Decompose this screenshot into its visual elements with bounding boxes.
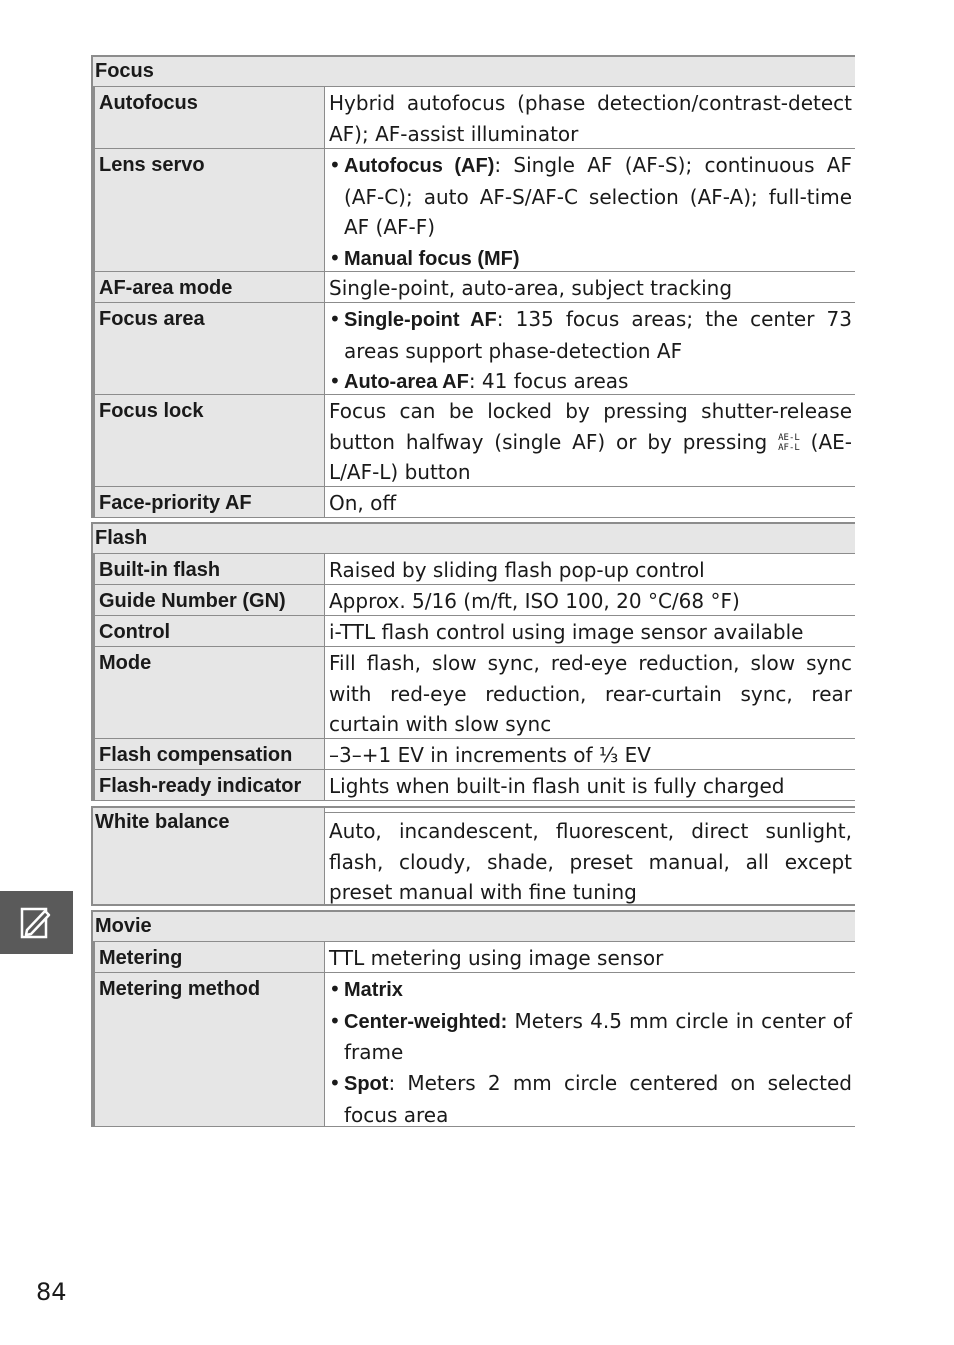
spec-value [325, 303, 855, 394]
spec-row-face-priority [93, 487, 855, 518]
spec-value: i-TTL flash control using image sensor available [329, 620, 804, 644]
bullet-item [329, 366, 852, 398]
notes-pencil-icon [17, 903, 57, 943]
spec-value: TTL metering using image sensor [329, 946, 664, 970]
focus-table [91, 55, 855, 518]
spec-row-white-balance [93, 806, 855, 906]
spec-row-focus-area [93, 303, 855, 395]
spec-label: Built-in flash [93, 554, 325, 584]
bullet-item [329, 974, 852, 1006]
spec-label: Autofocus [93, 87, 325, 148]
flash-table [91, 522, 855, 801]
spec-value [325, 973, 855, 1126]
bullet-term: Matrix [344, 979, 403, 1001]
bullet-text: : Meters 2 mm circle centered on selected focus area [344, 1071, 852, 1127]
spec-label: Focus lock [93, 395, 325, 486]
section-title-flash: Flash [93, 522, 855, 554]
bullet-item [329, 150, 852, 243]
spec-value: –3–+1 EV in increments of ⅓ EV [329, 743, 651, 767]
bullet-term: Spot [344, 1073, 389, 1096]
spec-value: On, off [329, 491, 397, 515]
spec-row-flash-compensation [93, 739, 855, 770]
value-text: Focus can be locked by pressing shutter-release button halfway (single AF) or by pressing [329, 399, 852, 454]
spec-value: Hybrid autofocus (phase detection/contrast-detect AF); AF-assist illuminator [329, 91, 852, 146]
spec-row-af-area-mode [93, 272, 855, 303]
section-title-movie: Movie [93, 910, 855, 942]
icon-label-top: AE-L [778, 433, 800, 444]
spec-label: Lens servo [93, 149, 325, 271]
bullet-term: Manual focus (MF) [344, 248, 520, 271]
spec-value [325, 395, 855, 486]
spec-row-autofocus [93, 87, 855, 149]
bullet-text: : 135 focus areas; the center 73 areas support phase-detection AF [344, 307, 852, 363]
white-balance-table [91, 806, 855, 906]
value-text: (AE-L/AF-L) button [329, 429, 852, 485]
spec-label: Metering method [93, 973, 325, 1126]
spec-label: Mode [93, 647, 325, 738]
spec-value: Auto, incandescent, fluorescent, direct sunlight, flash, cloudy, shade, preset manual, all except preset manual with fine tuning [325, 812, 855, 904]
icon-label-bottom: AF-L [778, 443, 800, 454]
spec-label: Face-priority AF [93, 487, 325, 517]
chapter-side-tab [0, 891, 73, 954]
spec-row-built-in-flash [93, 554, 855, 585]
spec-value: Fill flash, slow sync, red-eye reduction, slow sync with red-eye reduction, rear-curtain sync, rear curtain with slow sync [329, 651, 852, 737]
spec-value: Lights when built-in flash unit is fully charged [329, 774, 785, 798]
spec-row-metering-method [93, 973, 855, 1127]
spec-value: Single-point, auto-area, subject tracking [329, 276, 733, 300]
spec-value: Raised by sliding flash pop-up control [329, 558, 705, 582]
spec-label: Focus area [93, 303, 325, 394]
bullet-term: Single-point AF [344, 309, 497, 331]
spec-label: Flash compensation [93, 739, 325, 769]
spec-row-flash-ready [93, 770, 855, 801]
bullet-item [329, 304, 852, 366]
spec-row-lens-servo [93, 149, 855, 272]
spec-label: Metering [93, 942, 325, 972]
spec-label: Guide Number (GN) [93, 585, 325, 615]
bullet-item [329, 1006, 852, 1068]
spec-row-control [93, 616, 855, 647]
spec-label: Control [93, 616, 325, 646]
spec-row-mode [93, 647, 855, 739]
spec-value [325, 149, 855, 271]
bullet-term: Auto-area AF [344, 371, 469, 394]
spec-label: White balance [93, 808, 325, 904]
spec-row-focus-lock [93, 395, 855, 487]
movie-table [91, 910, 855, 1127]
spec-value: Approx. 5/16 (m/ft, ISO 100, 20 °C/68 °F) [329, 589, 740, 613]
page-number: 84 [36, 1278, 67, 1306]
bullet-term: Center-weighted: [344, 1010, 508, 1033]
bullet-text: : Single AF (AF-S); continuous AF (AF-C); auto AF-S/AF-C selection (AF-A); full-time AF (AF-F) [344, 153, 852, 240]
spec-label: Flash-ready indicator [93, 770, 325, 800]
bullet-text: : 41 focus areas [468, 369, 629, 394]
bullet-item [329, 1068, 852, 1130]
bullet-term: Autofocus (AF) [344, 155, 495, 177]
spec-label: AF-area mode [93, 272, 325, 302]
bullet-item [329, 243, 852, 275]
section-title-focus: Focus [93, 55, 855, 87]
spec-row-guide-number [93, 585, 855, 616]
bullet-text: Meters 4.5 mm circle in center of frame [344, 1008, 852, 1065]
spec-row-metering [93, 942, 855, 973]
ae-l-af-l-button-icon [778, 433, 800, 453]
